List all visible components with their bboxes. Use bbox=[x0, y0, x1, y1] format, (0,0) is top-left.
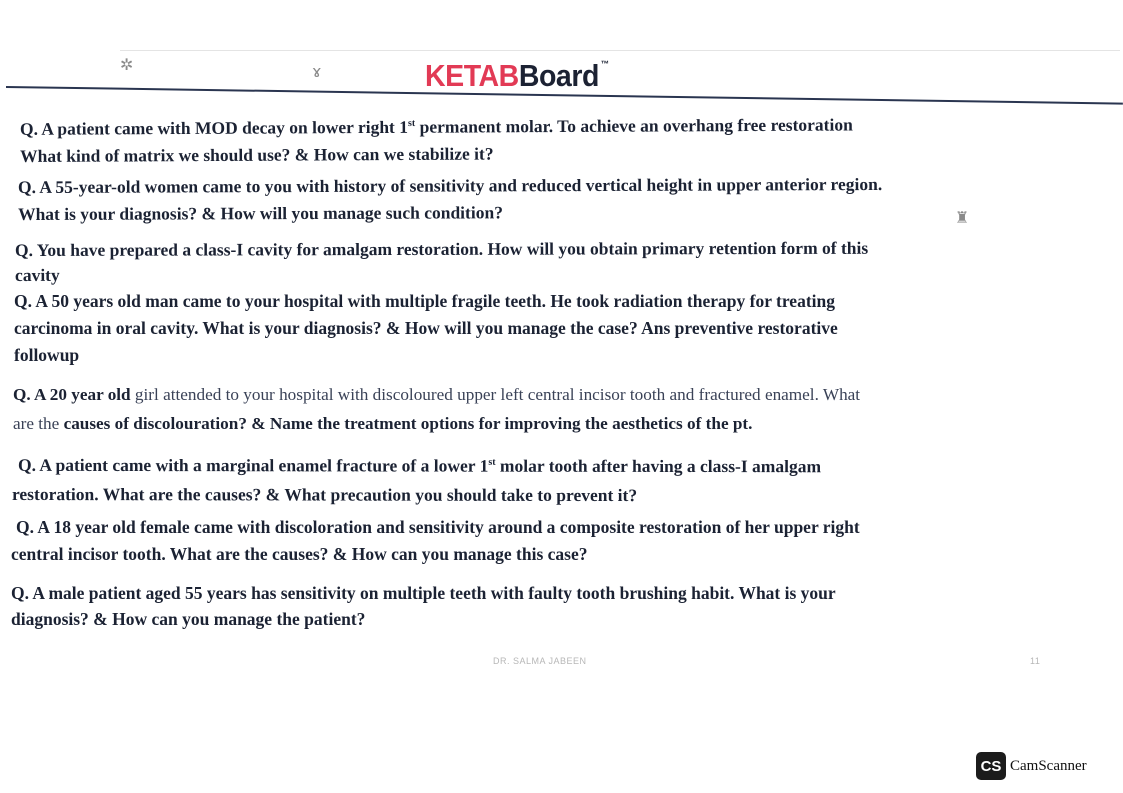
question-7 bbox=[11, 514, 860, 568]
question-1-line-1: Q. A patient came with MOD decay on lower right 1st permanent molar. To achieve an overhang free restoration bbox=[19, 114, 853, 139]
footer-page-number: 11 bbox=[1030, 656, 1041, 666]
question-7-line-2: central incisor tooth. What are the causes? & How can you manage this case? bbox=[11, 544, 588, 564]
scan-smudge: ♜ bbox=[955, 208, 970, 227]
question-4-line-3: followup bbox=[14, 345, 80, 365]
question-8 bbox=[11, 580, 836, 633]
question-3 bbox=[15, 235, 868, 289]
question-2 bbox=[18, 171, 882, 228]
question-5-line-2: are the causes of discolouration? & Name the treatment options for improving the aesthetics of the pt. bbox=[13, 414, 753, 433]
question-4 bbox=[14, 288, 838, 369]
question-5 bbox=[13, 381, 860, 437]
question-3-line-1: Q. You have prepared a class-I cavity for amalgam restoration. How will you obtain primary retention form of this bbox=[14, 237, 869, 260]
question-1 bbox=[20, 108, 853, 170]
question-8-line-2: diagnosis? & How can you manage the patient? bbox=[11, 609, 366, 629]
question-5-line-1: Q. A 20 year old girl attended to your hospital with discoloured upper left central incisor tooth and fractured enamel. What bbox=[13, 385, 861, 404]
camscanner-label: CamScanner bbox=[1010, 758, 1087, 774]
question-2-line-2: What is your diagnosis? & How will you manage such condition? bbox=[18, 202, 503, 224]
question-8-line-1: Q. A male patient aged 55 years has sensitivity on multiple teeth with faulty tooth brushing habit. What is your bbox=[11, 583, 836, 603]
question-2-line-1: Q. A 55-year-old women came to you with history of sensitivity and reduced vertical height in upper anterior region. bbox=[17, 173, 883, 198]
camscanner-logo-icon: CS bbox=[976, 752, 1006, 780]
scan-smudge: ✲ bbox=[120, 55, 134, 74]
question-4-line-2: carcinoma in oral cavity. What is your diagnosis? & How will you manage the case? Ans preventive restorative bbox=[14, 318, 838, 338]
question-6-line-1: Q. A patient came with a marginal enamel fracture of a lower 1st molar tooth after having a class-I amalgam bbox=[18, 454, 822, 477]
question-6 bbox=[11, 448, 822, 509]
question-1-line-2: What kind of matrix we should use? & How can we stabilize it? bbox=[20, 143, 494, 166]
question-3-line-2: cavity bbox=[15, 264, 60, 285]
question-6-line-2: restoration. What are the causes? & What precaution you should take to prevent it? bbox=[11, 483, 638, 505]
question-7-line-1: Q. A 18 year old female came with discoloration and sensitivity around a composite restoration of her upper right bbox=[16, 517, 860, 537]
footer-author: DR. SALMA JABEEN bbox=[493, 656, 587, 666]
scan-smudge: ɤ bbox=[312, 62, 322, 81]
question-4-line-1: Q. A 50 years old man came to your hospital with multiple fragile teeth. He took radiation therapy for treating bbox=[14, 291, 835, 311]
ketabboard-logo: KETABBoard ™ bbox=[425, 58, 609, 93]
